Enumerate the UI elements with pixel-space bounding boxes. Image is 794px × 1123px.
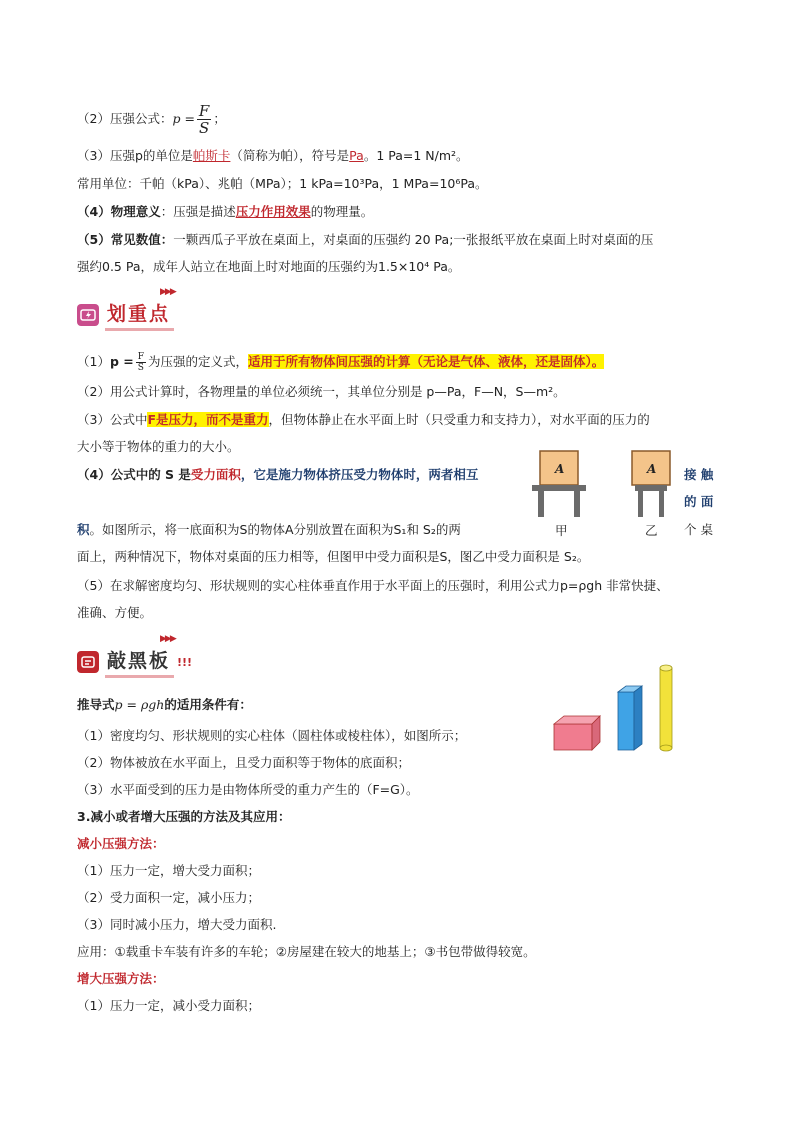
increase-item: （1）压力一定，减小受力面积；: [77, 998, 260, 1013]
columns-illustration: [550, 658, 700, 754]
highlighted-text: F是压力，而不是重力: [147, 412, 269, 427]
fraction-f-over-s-small: $\frac{F}{S}$: [137, 352, 144, 373]
highlighted-text: 适用于所有物体间压强的计算（无论是气体、液体，还是固体）。: [248, 354, 605, 369]
common-units-line: 常用单位：千帕（kPa）、兆帕（MPa）；1 kPa=10³Pa，1 MPa=10⁶Pa。: [77, 176, 488, 191]
area-note-line2: 积。如图所示，将一底面积为S的物体A分别放置在面积为S₁和 S₂的两: [77, 522, 461, 537]
increase-title: 增大压强方法：: [77, 971, 165, 986]
figure-columns: [550, 658, 700, 754]
figure-label-jia: 甲: [555, 523, 568, 538]
formula-lhs: p =: [172, 111, 195, 126]
derived-formula: p = ρgh: [114, 697, 165, 712]
physical-meaning-line: （4）物理意义：压强是描述压力作用效果的物理量。: [77, 204, 374, 219]
units-note-line: （2）用公式计算时，各物理量的单位必须统一，其单位分别是 p—Pa，F—N，S—m²。: [77, 384, 566, 399]
section-badge-key-points: [77, 298, 174, 332]
density-note-line2: 准确、方便。: [77, 605, 153, 620]
arrows-decoration: ▶▶▶: [160, 287, 175, 297]
board-icon: [77, 651, 99, 673]
area-note-line1: （4）公式中的 S 是受力面积，它是施力物体挤压受力物体时，两者相互: [77, 467, 479, 482]
definition-line: （1）p = $\frac{F}{S}$ 为压强的定义式，适用于所有物体间压强的计算（无论是气体、液体，还是固体）。: [77, 352, 605, 373]
formula-line: （2）压强公式：p = $\frac{F}{S}$ ；: [77, 102, 226, 137]
condition-1: （1）密度均匀、形状规则的实心柱体（圆柱体或棱柱体），如图所示；: [77, 728, 467, 743]
unit-line: （3）压强p的单位是帕斯卡（简称为帕），符号是Pa。1 Pa=1 N/m²。: [77, 148, 469, 163]
unit-symbol: Pa: [349, 148, 364, 163]
reduce-item: （2）受力面积一定，减小压力；: [77, 890, 260, 905]
block-label-left: A: [555, 462, 565, 476]
derived-formula-line: 推导式p = ρgh的适用条件有：: [77, 697, 252, 712]
reduce-application: 应用：①载重卡车装有许多的车轮；②房屋建在较大的地基上；③书包带做得较宽。: [77, 944, 536, 959]
common-values-line1: （5）常见数值：一颗西瓜子平放在桌面上，对桌面的压强约 20 Pa;一张报纸平放在桌面上时对桌面的压: [77, 232, 654, 247]
reduce-item: （1）压力一定，增大受力面积；: [77, 863, 260, 878]
pressure-vs-gravity-line1: （3）公式中F是压力，而不是重力，但物体静止在水平面上时（只受重力和支持力），对水平面的压力的: [77, 412, 650, 427]
reduce-item: （3）同时减小压力，增大受力面积.: [77, 917, 277, 932]
formula-label: （2）压强公式：: [77, 111, 173, 126]
condition-3: （3）水平面受到的压力是由物体所受的重力产生的（F=G）。: [77, 782, 419, 797]
pressure-vs-gravity-line2: 大小等于物体的重力的大小。: [77, 439, 240, 454]
condition-2: （2）物体被放在水平面上，且受力面积等于物体的底面积；: [77, 755, 410, 770]
figure-label-yi: 乙: [645, 523, 658, 538]
reduce-title: 减小压强方法：: [77, 836, 165, 851]
density-note-line1: （5）在求解密度均匀、形状规则的实心柱体垂直作用于水平面上的压强时，利用公式力p=ρgh 非常快捷、: [77, 578, 669, 593]
fraction-f-over-s: $\frac{F}{S}$: [198, 102, 210, 137]
unit-name: 帕斯卡: [192, 148, 231, 163]
key-term: 压力作用效果: [235, 204, 311, 219]
area-note-line3: 面上，两种情况下，物体对桌面的压力相等，但图甲中受力面积是S，图乙中受力面积是 S₂。: [77, 549, 590, 564]
section-title: 划重点: [105, 299, 174, 331]
block-label-right: A: [647, 462, 657, 476]
heading-methods: 3.减小或者增大压强的方法及其应用：: [77, 809, 291, 824]
section-badge-blackboard: 敲黑板 !!!: [77, 645, 192, 679]
common-values-line2: 强约0.5 Pa，成年人站立在地面上时对地面的压强约为1.5×10⁴ Pa。: [77, 259, 461, 274]
arrows-decoration: ▶▶▶: [160, 634, 175, 644]
section-title: 敲黑板: [105, 646, 174, 678]
lightning-icon: [77, 304, 99, 326]
